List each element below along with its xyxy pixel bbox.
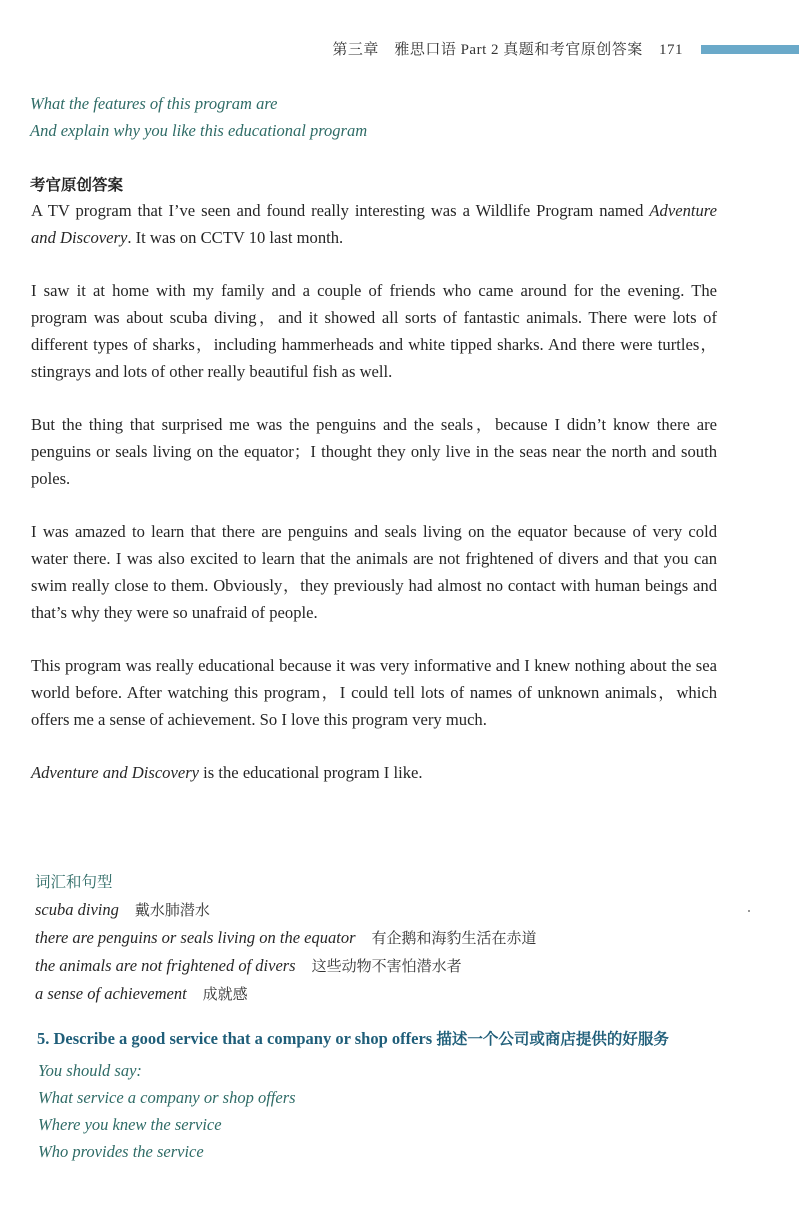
answer-paragraph-5: This program was really educational because it was very informative and I knew nothing about the sea world before. After watching this program，I could tell lots of names of unknown animals，which offers me a sense of achievement. So I love this program very much.: [31, 656, 717, 729]
answer-paragraph-2: I saw it at home with my family and a couple of friends who came around for the evening. The program was about scuba diving，and it showed all sorts of fantastic animals. There were lots of different types of sharks，including hammerheads and white tipped sharks. And there were turtles，stingrays and lots of other really beautiful fish as well.: [31, 281, 717, 381]
page-number: 171: [659, 42, 683, 58]
question-line: Where you knew the service: [38, 1115, 222, 1134]
question-line: What service a company or shop offers: [38, 1088, 296, 1107]
answer-heading: 考官原创答案: [30, 176, 124, 194]
question-line: You should say:: [38, 1061, 142, 1080]
page-header: [0, 38, 799, 62]
vocab-list: [35, 896, 537, 1008]
answer-paragraph-1: A TV program that I’ve seen and found really interesting was a Wildlife Program named Adventure and Discovery. It was on CCTV 10 last month.: [31, 201, 717, 247]
question-line: Who provides the service: [38, 1142, 204, 1161]
question-prompts: [38, 1057, 296, 1165]
question-title-zh: 描述一个公司或商店提供的好服务: [436, 1030, 669, 1048]
program-title: Adventure and Discovery: [31, 201, 717, 247]
answer-paragraph-6: Adventure and Discovery is the educational program I like.: [31, 763, 423, 782]
answer-paragraph-3: But the thing that surprised me was the penguins and the seals，because I didn’t know there are penguins or seals living on the equator；I thought they only live in the seas near the north and south poles.: [31, 415, 717, 488]
chapter-title: 第三章 雅思口语 Part 2 真题和考官原创答案: [332, 42, 643, 58]
vocab-item: there are penguins or seals living on the equator 有企鹅和海豹生活在赤道: [35, 928, 537, 947]
prompt-continuation: [30, 90, 367, 144]
question-title-en: 5. Describe a good service that a company or shop offers: [37, 1029, 433, 1048]
scan-speck: [748, 910, 750, 912]
vocab-item: a sense of achievement 成就感: [35, 984, 248, 1003]
program-title: Adventure and Discovery: [31, 763, 200, 782]
vocab-heading: 词汇和句型: [35, 873, 113, 891]
answer-paragraph-4: I was amazed to learn that there are penguins and seals living on the equator because of very cold water there. I was also excited to learn that the animals are not frightened of divers and that you can swim really close to them. Obviously，they previously had almost no contact with human beings and that’s why they were so unafraid of people.: [31, 522, 717, 622]
question-title: [37, 1027, 669, 1049]
answer-body: [31, 197, 717, 786]
header-accent-bar: [701, 45, 799, 54]
vocab-item: the animals are not frightened of divers 这些动物不害怕潜水者: [35, 956, 462, 975]
running-header: [332, 38, 683, 59]
vocab-item: scuba diving 戴水肺潜水: [35, 900, 210, 919]
prompt-line: And explain why you like this educational program: [30, 121, 368, 140]
prompt-line: What the features of this program are: [30, 94, 278, 113]
